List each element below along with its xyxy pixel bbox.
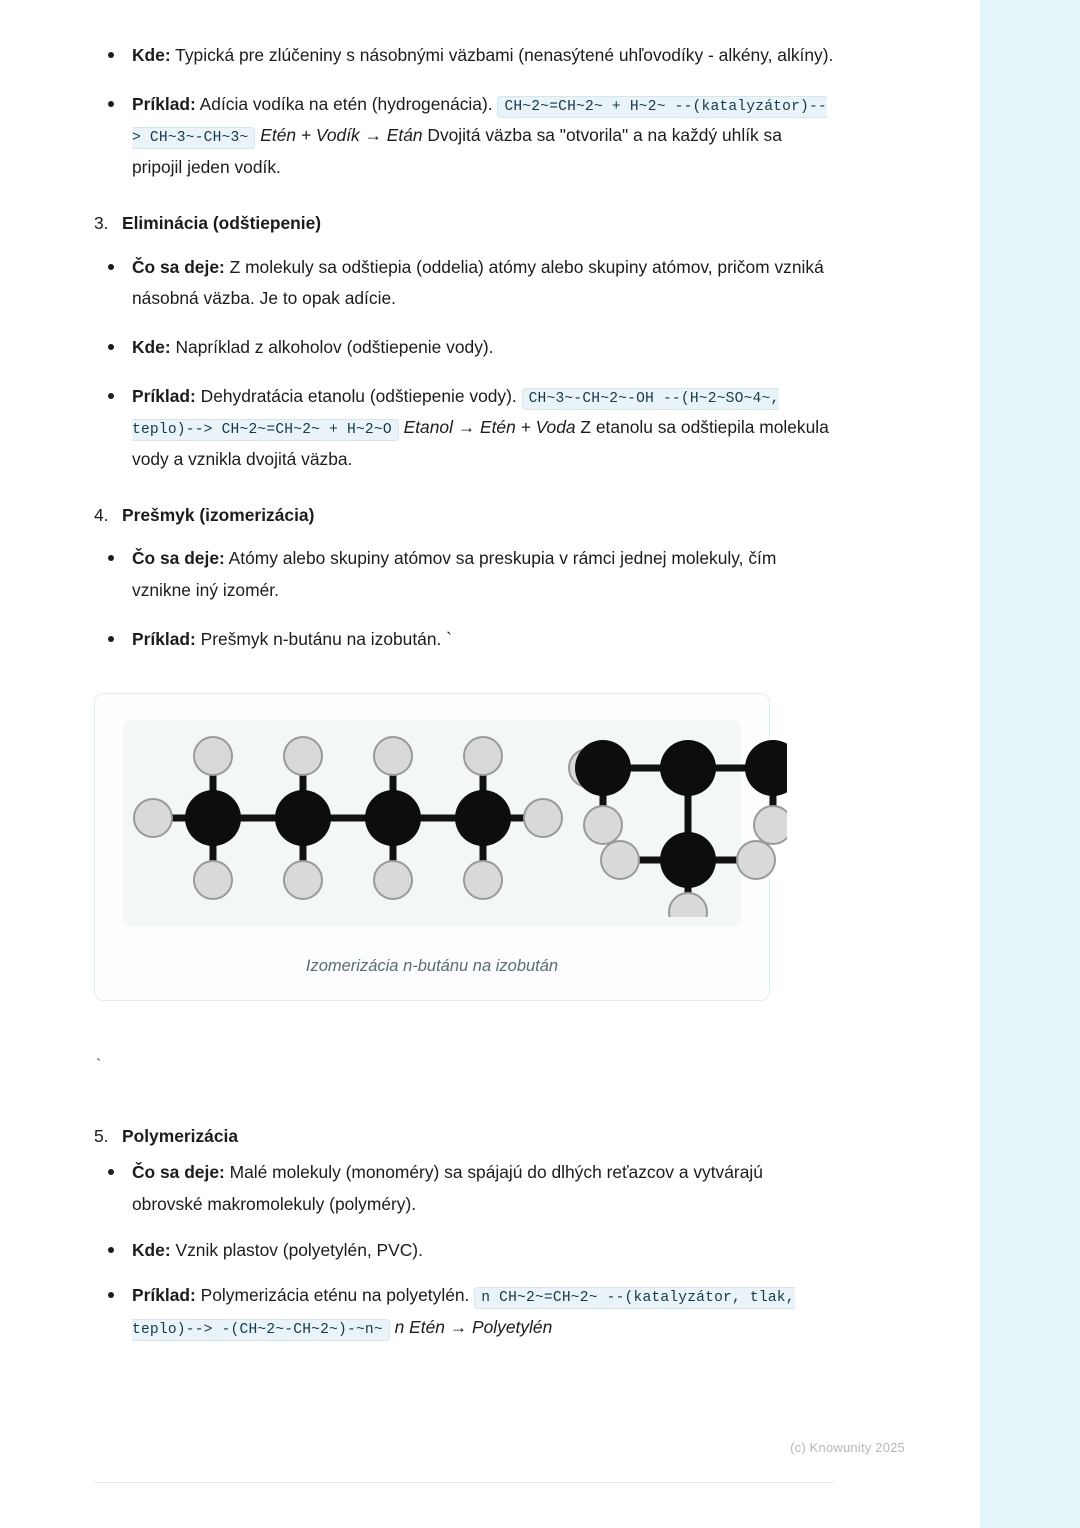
section-5 <box>94 1123 834 1343</box>
list-item-polymerization-example <box>94 1280 834 1343</box>
list-item-addition-example <box>94 89 834 184</box>
bullet-label: Príklad: <box>132 93 196 114</box>
bullet-text-before: Adícia vodíka na etén (hydrogenácia). <box>195 93 498 114</box>
bullet-label: Príklad: <box>132 1285 196 1306</box>
equation-translation: Etén + Vodík → Etán <box>260 125 423 146</box>
footer-divider <box>94 1482 834 1483</box>
list-item <box>94 252 834 315</box>
section-heading-4 <box>94 502 834 530</box>
chemical-equation-code: n CH~2~=CH~2~ --(katalyzátor, tlak, teplo)--> -(CH~2~-CH~2~)-~n~ <box>132 1287 795 1341</box>
bullet-text: Z molekuly sa odštiepia (oddelia) atómy alebo skupiny atómov, pričom vzniká násobná väzba. Je to opak adície. <box>132 256 824 309</box>
section-title: Eliminácia (odštiepenie) <box>122 212 322 233</box>
list-item <box>94 1157 834 1220</box>
bullet-label: Kde: <box>132 1239 171 1260</box>
equation-translation: n Etén → Polyetylén <box>394 1316 553 1337</box>
figure-image-panel <box>123 720 741 927</box>
bullet-label: Príklad: <box>132 385 196 406</box>
bullet-text: Malé molekuly (monoméry) sa spájajú do dlhých reťazcov a vytvárajú obrovské makromolekuly (polyméry). <box>132 1162 763 1214</box>
bullet-text-before: Dehydratácia etanolu (odštiepenie vody). <box>195 385 522 406</box>
list-item <box>94 543 834 606</box>
section-number: 5. <box>94 1126 109 1147</box>
bullet-label: Čo sa deje: <box>132 548 225 569</box>
figure-isomerization <box>94 693 770 1001</box>
list-item <box>94 1235 834 1267</box>
bullet-text: Prešmyk n-butánu na izobután. ` <box>195 628 452 649</box>
page-edge-strip <box>973 0 1080 1528</box>
section-title: Polymerizácia <box>122 1126 239 1147</box>
list-item <box>94 332 834 364</box>
section-5-bullet-list <box>94 1157 834 1343</box>
section-4-bullet-list <box>94 543 834 655</box>
section-heading-5 <box>94 1123 834 1151</box>
section-heading-3 <box>94 210 834 238</box>
bullet-label: Čo sa deje: <box>132 256 225 277</box>
copyright-watermark: (c) Knowunity 2025 <box>790 1440 905 1455</box>
section-title: Prešmyk (izomerizácia) <box>122 504 315 525</box>
equation-translation: Etanol → Etén + Voda <box>403 417 576 438</box>
bullet-text-after: Z etanolu sa odštiepila molekula vody a vznikla dvojitá väzba. <box>132 417 829 469</box>
bullet-text: Vznik plastov (polyetylén, PVC). <box>170 1239 423 1260</box>
bullet-text-after: Dvojitá väzba sa "otvorila" a na každý uhlík sa pripojil jeden vodík. <box>132 125 782 178</box>
bullet-text: Atómy alebo skupiny atómov sa preskupia v rámci jednej molekuly, čím vznikne iný izomér. <box>132 548 777 601</box>
bullet-text: Typická pre zlúčeniny s násobnými väzbami (nenasýtené uhľovodíky - alkény, alkíny). <box>170 45 834 65</box>
chemical-equation-code: CH~3~-CH~2~-OH --(H~2~SO~4~, teplo)--> CH~2~=CH~2~ + H~2~O <box>132 388 779 442</box>
top-bullet-list <box>94 40 834 184</box>
list-item-elimination-example <box>94 381 834 476</box>
section-3-bullet-list <box>94 252 834 476</box>
bullet-label: Kde: <box>132 336 171 357</box>
section-number: 4. <box>94 504 109 525</box>
document-content <box>94 40 834 1358</box>
bullet-text: Napríklad z alkoholov (odštiepenie vody). <box>170 336 494 357</box>
list-item <box>94 624 834 656</box>
figure-caption: Izomerizácia n-butánu na izobután <box>305 957 559 976</box>
stray-backtick: ` <box>94 1057 104 1075</box>
ball-and-stick-icon <box>133 730 787 917</box>
page-edge-gap <box>973 0 980 1528</box>
chemical-equation-code: CH~2~=CH~2~ + H~2~ --(katalyzátor)--> CH~3~-CH~3~ <box>132 96 827 150</box>
bullet-text-before: Polymerizácia eténu na polyetylén. <box>195 1285 475 1306</box>
bullet-label: Čo sa deje: <box>132 1162 225 1183</box>
bullet-label: Kde: <box>132 45 171 65</box>
list-item <box>94 40 834 72</box>
bullet-label: Príklad: <box>132 628 196 649</box>
section-number: 3. <box>94 212 109 233</box>
